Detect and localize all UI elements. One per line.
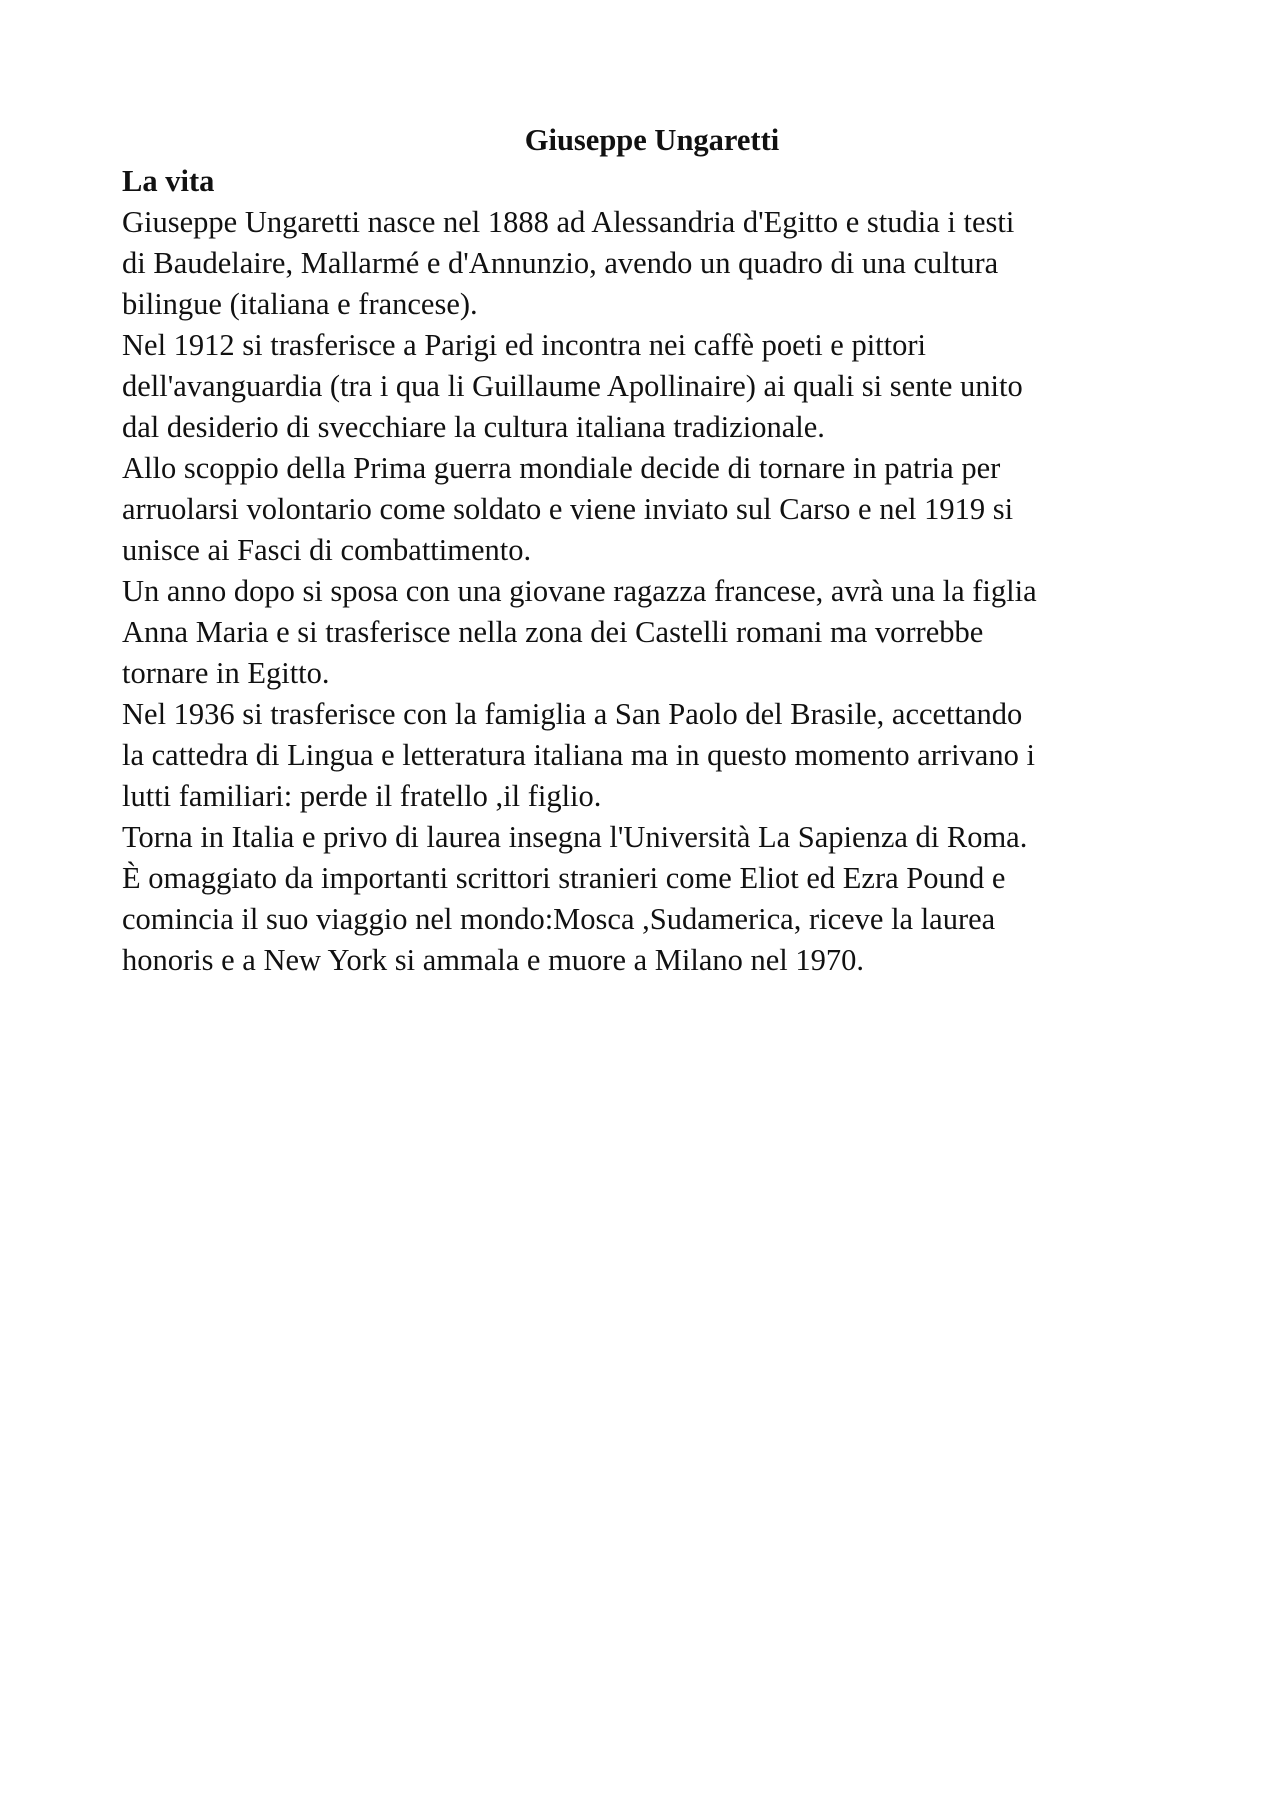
text-line: È omaggiato da importanti scrittori stranieri come Eliot ed Ezra Pound e [122, 861, 1006, 895]
text-line: tornare in Egitto. [122, 656, 330, 690]
document-title: Giuseppe Ungaretti [524, 123, 780, 157]
text-line: dal desiderio di svecchiare la cultura italiana tradizionale. [122, 410, 825, 444]
text-line: Giuseppe Ungaretti nasce nel 1888 ad Alessandria d'Egitto e studia i testi [122, 205, 1015, 239]
text-line: Un anno dopo si sposa con una giovane ragazza francese, avrà una la figlia [122, 574, 1037, 608]
document-body [122, 120, 1182, 981]
text-line: dell'avanguardia (tra i qua li Guillaume Apollinaire) ai quali si sente unito [122, 369, 1023, 403]
text-line: Anna Maria e si trasferisce nella zona dei Castelli romani ma vorrebbe [122, 615, 984, 649]
text-line: bilingue (italiana e francese). [122, 287, 478, 321]
text-line: Nel 1936 si trasferisce con la famiglia a San Paolo del Brasile, accettando [122, 697, 1023, 731]
text-line: di Baudelaire, Mallarmé e d'Annunzio, avendo un quadro di una cultura [122, 246, 999, 280]
text-line: comincia il suo viaggio nel mondo:Mosca ,Sudamerica, riceve la laurea [122, 902, 996, 936]
text-line: arruolarsi volontario come soldato e viene inviato sul Carso e nel 1919 si [122, 492, 1014, 526]
text-line: honoris e a New York si ammala e muore a Milano nel 1970. [122, 943, 865, 977]
text-line: Torna in Italia e privo di laurea insegna l'Università La Sapienza di Roma. [122, 820, 1028, 854]
body-text [122, 202, 1182, 981]
text-line: Allo scoppio della Prima guerra mondiale decide di tornare in patria per [122, 451, 1001, 485]
text-line: la cattedra di Lingua e letteratura italiana ma in questo momento arrivano i [122, 738, 1035, 772]
text-line: unisce ai Fasci di combattimento. [122, 533, 532, 567]
section-heading: La vita [122, 164, 215, 198]
text-line: lutti familiari: perde il fratello ,il figlio. [122, 779, 602, 813]
text-line: Nel 1912 si trasferisce a Parigi ed incontra nei caffè poeti e pittori [122, 328, 927, 362]
